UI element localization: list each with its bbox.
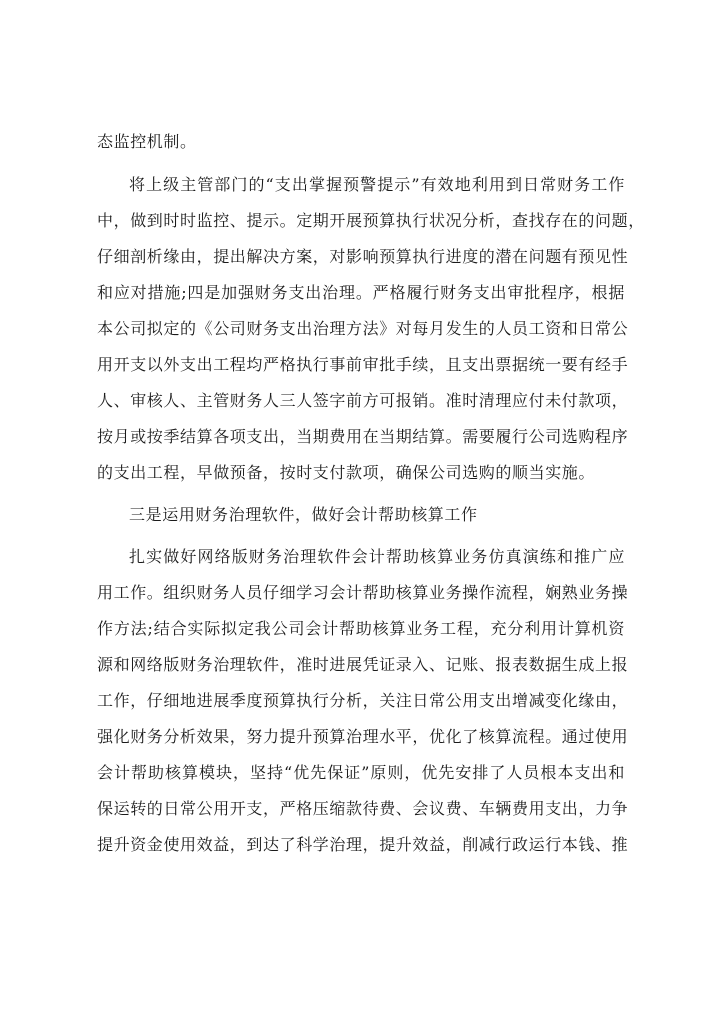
text-line: 工作，仔细地进展季度预算执行分析，关注日常公用支出增减变化缘由， [97,691,629,710]
text-line: 用工作。组织财务人员仔细学习会计帮助核算业务操作流程，娴熟业务操 [97,583,629,602]
text-line: 和应对措施;四是加强财务支出治理。严格履行财务支出审批程序，根据 [97,283,625,302]
text-line: 的支出工程，早做预备，按时支付款项，确保公司选购的顺当实施。 [97,463,596,482]
text-line: 用开支以外支出工程均严格执行事前审批手续，且支出票据统一要有经手 [97,355,629,374]
text-line: 态监控机制。 [97,132,197,151]
text-line: 作方法;结合实际拟定我公司会计帮助核算业务工程，充分利用计算机资 [97,619,625,638]
text-line: 会计帮助核算模块，坚持“优先保证”原则，优先安排了人员根本支出和 [97,763,625,782]
text-line: 保运转的日常公用开支，严格压缩款待费、会议费、车辆费用支出，力争 [97,799,629,818]
text-line: 源和网络版财务治理软件，准时进展凭证录入、记账、报表数据生成上报 [97,655,629,674]
text-line: 中，做到时时监控、提示。定期开展预算执行状况分析，查找存在的问题， [97,211,645,230]
text-line: 提升资金使用效益，到达了科学治理，提升效益，削减行政运行本钱、推 [97,835,629,854]
text-line: 强化财务分析效果，努力提升预算治理水平，优化了核算流程。通过使用 [97,727,629,746]
paragraph-first-line: 扎实做好网络版财务治理软件会计帮助核算业务仿真演练和推广应 [129,547,625,566]
paragraph-first-line: 将上级主管部门的“支出掌握预警提示”有效地利用到日常财务工作 [129,175,625,194]
text-line: 人、审核人、主管财务人三人签字前方可报销。准时清理应付未付款项， [97,391,629,410]
text-line: 按月或按季结算各项支出，当期费用在当期结算。需要履行公司选购程序 [97,427,629,446]
text-line: 仔细剖析缘由，提出解决方案，对影响预算执行进度的潜在问题有预见性 [97,247,629,266]
text-line: 本公司拟定的《公司财务支出治理方法》对每月发生的人员工资和日常公 [97,319,629,338]
section-heading: 三是运用财务治理软件，做好会计帮助核算工作 [129,505,478,524]
